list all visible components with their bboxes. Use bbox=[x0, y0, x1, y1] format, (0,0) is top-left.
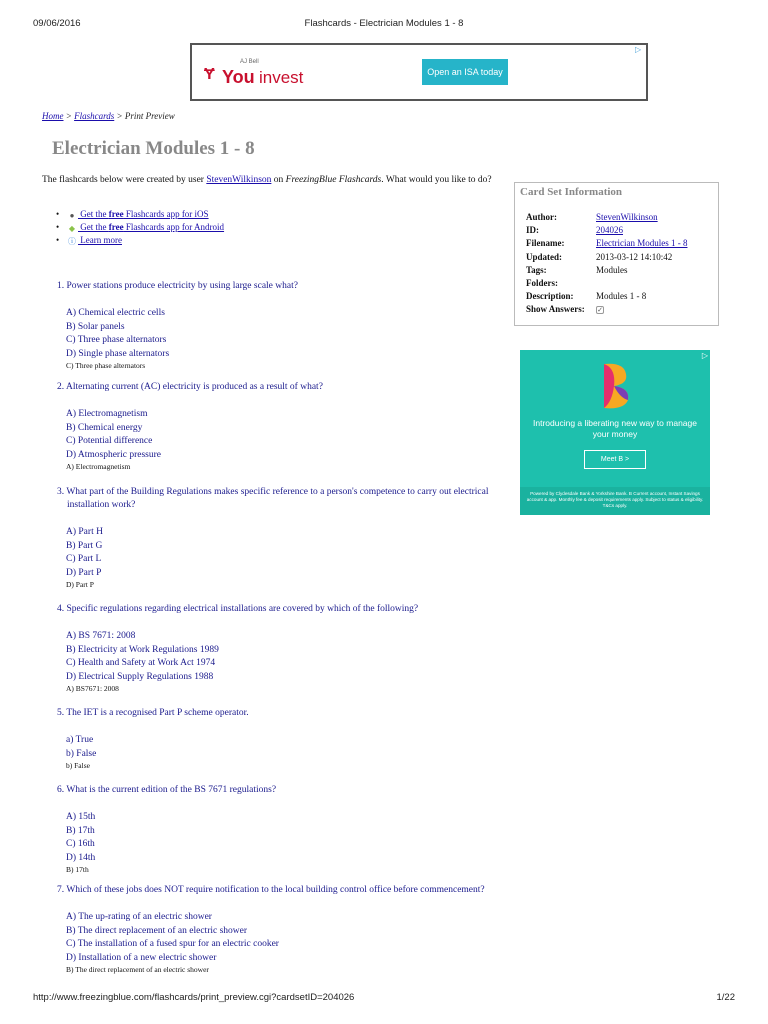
card-info-value: Modules 1 - 8 bbox=[596, 291, 647, 302]
answer-option: C) 16th bbox=[66, 839, 95, 850]
card-info-link[interactable]: Electrician Modules 1 - 8 bbox=[596, 238, 688, 249]
card-set-info-title: Card Set Information bbox=[520, 186, 623, 198]
answer-option: B) Part G bbox=[66, 540, 103, 551]
youinvest-logo: AJ Bell Ɏ You invest bbox=[204, 59, 304, 87]
answer-option: D) Installation of a new electric shower bbox=[66, 952, 217, 963]
card-info-row bbox=[526, 265, 687, 278]
card-info-key: Updated: bbox=[526, 251, 563, 262]
answer-option: D) Single phase alternators bbox=[66, 348, 170, 359]
card-info-key: Show Answers: bbox=[526, 304, 585, 315]
answer-options bbox=[57, 734, 507, 761]
card-info-key: Filename: bbox=[526, 238, 565, 249]
card-info-row bbox=[526, 252, 687, 265]
card-info-key: Folders: bbox=[526, 277, 558, 288]
youinvest-mark-icon: Ɏ bbox=[204, 66, 215, 83]
card-info-value: Modules bbox=[596, 264, 628, 275]
answer-option: C) Potential difference bbox=[66, 436, 153, 447]
page-number: 1/22 bbox=[716, 992, 735, 1003]
flashcard-item bbox=[57, 381, 507, 472]
intro-text: The flashcards below were created by user StevenWilkinson on FreezingBlue Flashcards. What would you like to do? bbox=[42, 175, 492, 185]
answer-option: A) 15th bbox=[66, 812, 96, 822]
print-header bbox=[33, 18, 735, 32]
card-info-row bbox=[526, 238, 687, 251]
answer-option: A) BS 7671: 2008 bbox=[66, 631, 136, 641]
answer-options bbox=[57, 408, 507, 462]
flashcard-item bbox=[57, 280, 507, 371]
answer-options bbox=[57, 911, 507, 965]
breadcrumb: Home > Flashcards > Print Preview bbox=[42, 111, 175, 121]
breadcrumb-flashcards-link[interactable]: Flashcards bbox=[74, 111, 115, 121]
correct-answer: B) The direct replacement of an electric shower bbox=[66, 965, 209, 975]
answer-option: D) Electrical Supply Regulations 1988 bbox=[66, 671, 214, 682]
correct-answer: B) 17th bbox=[66, 865, 89, 875]
answer-option: C) Three phase alternators bbox=[66, 335, 167, 346]
correct-answer: D) Part P bbox=[66, 580, 94, 590]
question-text: 7. Which of these jobs does NOT require notification to the local building control office before commencement? bbox=[57, 885, 485, 895]
flashcard-item bbox=[57, 707, 507, 771]
answer-option: B) Solar panels bbox=[66, 321, 125, 332]
answer-option: A) Electromagnetism bbox=[66, 409, 148, 419]
answer-option: A) The up-rating of an electric shower bbox=[66, 912, 212, 922]
question-text: 6. What is the current edition of the BS 7671 regulations? bbox=[57, 785, 277, 795]
answer-option: C) The installation of a fused spur for an electric cooker bbox=[66, 939, 279, 950]
open-isa-button[interactable]: Open an ISA today bbox=[422, 59, 508, 85]
card-set-info-table bbox=[526, 212, 687, 318]
answer-option: D) Part P bbox=[66, 567, 102, 578]
question-text: 5. The IET is a recognised Part P scheme operator. bbox=[57, 708, 249, 718]
card-set-info bbox=[514, 182, 719, 326]
print-title: Flashcards - Electrician Modules 1 - 8 bbox=[304, 18, 464, 29]
question-text: 4. Specific regulations regarding electrical installations are covered by which of the following? bbox=[57, 604, 419, 614]
side-ad-fineprint: Powered by Clydesdale Bank & Yorkshire Bank. B Current account, Instant Savings account & app. Monthly fee & deposit requirements apply. Subject to status & eligibility. T&Cs apply. bbox=[520, 487, 710, 515]
flashcard-item bbox=[57, 784, 507, 875]
info-icon: ⓘ bbox=[68, 237, 76, 246]
answer-option: B) Electricity at Work Regulations 1989 bbox=[66, 644, 219, 655]
android-icon: ◆ bbox=[68, 224, 76, 233]
answer-options bbox=[57, 307, 507, 361]
card-info-row bbox=[526, 225, 687, 238]
page-title: Electrician Modules 1 - 8 bbox=[52, 138, 255, 159]
flashcard-item bbox=[57, 603, 507, 694]
print-url: http://www.freezingblue.com/flashcards/print_preview.cgi?cardsetID=204026 bbox=[33, 992, 355, 1003]
print-footer bbox=[33, 992, 735, 1006]
answer-option: D) Atmospheric pressure bbox=[66, 449, 161, 460]
answer-option: B) The direct replacement of an electric shower bbox=[66, 925, 248, 936]
answer-options bbox=[57, 526, 507, 580]
flashcard-item bbox=[57, 486, 507, 590]
card-info-value: 2013-03-12 14:10:42 bbox=[596, 251, 673, 262]
card-info-row bbox=[526, 304, 687, 317]
app-link-android[interactable]: • ◆ Get the free Flashcards app for Android bbox=[57, 221, 224, 234]
app-link-learn-more[interactable]: • ⓘ Learn more bbox=[57, 234, 224, 247]
card-info-row bbox=[526, 212, 687, 225]
apple-icon: ● bbox=[69, 211, 75, 220]
card-info-key: Author: bbox=[526, 212, 557, 222]
side-ad[interactable] bbox=[520, 350, 710, 515]
answer-option: C) Health and Safety at Work Act 1974 bbox=[66, 658, 216, 669]
card-info-key: Tags: bbox=[526, 264, 547, 275]
app-links bbox=[57, 208, 224, 247]
b-logo-icon bbox=[596, 362, 632, 410]
answer-option: A) Part H bbox=[66, 527, 103, 537]
banner-ad[interactable] bbox=[190, 43, 648, 101]
breadcrumb-home-link[interactable]: Home bbox=[42, 111, 64, 121]
author-link[interactable]: StevenWilkinson bbox=[206, 175, 272, 185]
answer-option: A) Chemical electric cells bbox=[66, 308, 165, 318]
card-info-key: ID: bbox=[526, 225, 539, 236]
side-ad-headline: Introducing a liberating new way to manage your money bbox=[533, 418, 697, 439]
adchoices-icon[interactable]: ▷ bbox=[635, 45, 642, 54]
answer-options bbox=[57, 811, 507, 865]
breadcrumb-current: Print Preview bbox=[124, 111, 175, 121]
card-info-key: Description: bbox=[526, 291, 574, 302]
app-link-ios[interactable]: • ● Get the free Flashcards app for iOS bbox=[57, 208, 224, 221]
question-text: 2. Alternating current (AC) electricity is produced as a result of what? bbox=[57, 382, 323, 392]
answer-option: b) False bbox=[66, 748, 97, 759]
answer-options bbox=[57, 630, 507, 684]
meet-b-button[interactable]: Meet B > bbox=[584, 450, 646, 469]
show-answers-checkbox[interactable]: ✓ bbox=[597, 306, 603, 315]
question-text: 1. Power stations produce electricity by using large scale what? bbox=[57, 281, 298, 291]
question-text: 3. What part of the Building Regulations makes specific reference to a person's competence to carry out electrical installation work? bbox=[57, 487, 489, 510]
correct-answer: b) False bbox=[66, 761, 90, 771]
flashcard-item bbox=[57, 884, 507, 975]
answer-option: a) True bbox=[66, 735, 94, 745]
adchoices-icon[interactable]: ▷ bbox=[701, 351, 708, 360]
answer-option: B) 17th bbox=[66, 825, 95, 836]
card-info-link[interactable]: 204026 bbox=[596, 225, 623, 236]
print-date: 09/06/2016 bbox=[33, 18, 81, 29]
answer-option: C) Part L bbox=[66, 554, 102, 565]
card-info-row bbox=[526, 278, 687, 291]
answer-option: D) 14th bbox=[66, 852, 96, 863]
card-info-row bbox=[526, 291, 687, 304]
correct-answer: A) BS7671: 2008 bbox=[66, 684, 119, 694]
card-info-link[interactable]: StevenWilkinson bbox=[596, 212, 658, 222]
correct-answer: A) Electromagnetism bbox=[66, 462, 131, 472]
answer-option: B) Chemical energy bbox=[66, 422, 143, 433]
correct-answer: C) Three phase alternators bbox=[66, 361, 146, 371]
